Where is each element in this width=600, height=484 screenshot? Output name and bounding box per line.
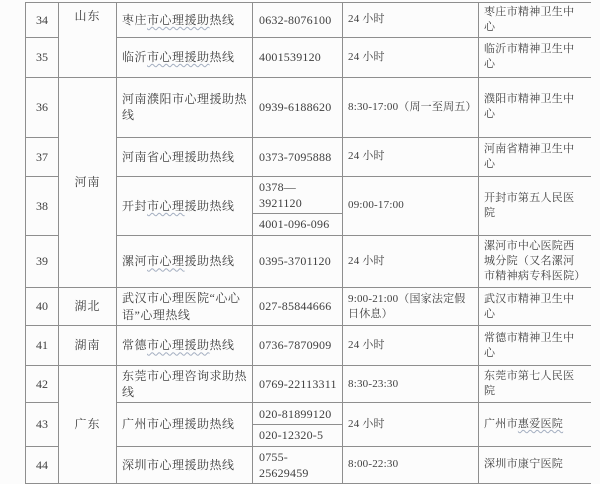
hotline-name-text: 热线 — [209, 338, 235, 353]
misspell-squiggle-text: 惠爱医院 — [517, 418, 564, 431]
misspell-squiggle-text: 市心理援助 — [147, 50, 210, 65]
hotline-name-text: 枣庄 — [122, 12, 148, 27]
misspell-squiggle-text: 市心理 — [147, 254, 185, 269]
hotline-name-cell — [117, 176, 253, 235]
province-cell: 湖北 — [59, 288, 117, 326]
table-row — [26, 326, 591, 366]
hotline-name-text: 援助热线 — [184, 198, 235, 213]
hotline-name-cell — [117, 288, 253, 326]
hours-cell: 8:30-17:00（周一至周五） — [343, 77, 479, 137]
row-number-cell: 35 — [26, 37, 59, 77]
hotline-name-text: 热线 — [209, 12, 235, 27]
hotline-name-text: 深圳市心理援助热线 — [122, 457, 235, 472]
hotline-table-container — [25, 2, 590, 484]
hours-cell: 24 小时 — [343, 137, 479, 176]
organization-cell: 深圳市康宁医院 — [479, 446, 591, 483]
hotline-name-text: 临沂 — [122, 50, 148, 65]
row-number-cell: 41 — [26, 326, 59, 366]
phone-cell: 020-81899120 — [253, 403, 343, 425]
misspell-squiggle-text: 市心理援助 — [147, 338, 210, 353]
misspell-squiggle-text: 市心理援助 — [147, 12, 210, 27]
organization-text: 广州市 — [484, 418, 518, 431]
phone-cell: 0378—3921120 — [253, 176, 343, 213]
phone-cell: 0939-6188620 — [253, 77, 343, 137]
hotline-name-text: 河南濮阳市心理援助热线 — [122, 92, 248, 123]
hotline-name-text: 开封 — [122, 198, 148, 213]
hotline-name-text: 东莞市心理咨询求助热线 — [122, 369, 248, 400]
phone-cell: 0755-25629459 — [253, 446, 343, 483]
table-row — [26, 288, 591, 326]
hotline-name-text: 广州市心理援助热线 — [122, 417, 235, 432]
hotline-name-cell — [117, 366, 253, 403]
row-number-cell: 37 — [26, 137, 59, 176]
organization-cell: 临沂市精神卫生中心 — [479, 37, 591, 77]
hotline-name-cell — [117, 236, 253, 288]
row-number-cell: 38 — [26, 176, 59, 235]
misspell-squiggle-text: 市心理 — [147, 198, 185, 213]
phone-cell: 027-85844666 — [253, 288, 343, 326]
row-number-cell: 39 — [26, 236, 59, 288]
hotline-name-cell — [117, 3, 253, 38]
hotline-name-text: 漯河 — [122, 254, 148, 269]
phone-cell: 0736-7870909 — [253, 326, 343, 366]
hours-cell: 9:00-21:00（国家法定假日休息） — [343, 288, 479, 326]
hotline-name-cell — [117, 446, 253, 483]
province-cell: 湖南 — [59, 326, 117, 366]
hotline-name-text: 常德 — [122, 338, 148, 353]
phone-cell: 4001539120 — [253, 37, 343, 77]
organization-cell: 武汉市精神卫生中心 — [479, 288, 591, 326]
organization-cell — [479, 403, 591, 446]
hotline-name-cell — [117, 37, 253, 77]
organization-cell: 开封市第五人民医院 — [479, 176, 591, 235]
hotline-name-cell — [117, 137, 253, 176]
organization-cell: 河南省精神卫生中心 — [479, 137, 591, 176]
hours-cell: 24 小时 — [343, 3, 479, 38]
province-cell: 山东 — [59, 3, 117, 78]
row-number-cell: 42 — [26, 366, 59, 403]
phone-cell: 0769-22113311 — [253, 366, 343, 403]
organization-cell: 漯河市中心医院西城分院（又名漯河市精神病专科医院） — [479, 236, 591, 288]
organization-cell: 濮阳市精神卫生中心 — [479, 77, 591, 137]
table-row — [26, 3, 591, 38]
row-number-cell: 34 — [26, 3, 59, 38]
hotline-name-text: 河南省心理援助热线 — [122, 149, 235, 164]
hours-cell: 24 小时 — [343, 403, 479, 446]
province-cell: 河南 — [59, 77, 117, 287]
hotline-name-text: 援助热线 — [184, 254, 235, 269]
hotline-table — [25, 2, 591, 484]
hours-cell: 8:00-22:30 — [343, 446, 479, 483]
hours-cell: 8:30-23:30 — [343, 366, 479, 403]
hours-cell: 24 小时 — [343, 37, 479, 77]
hours-cell: 09:00-17:00 — [343, 176, 479, 235]
organization-cell: 枣庄市精神卫生中心 — [479, 3, 591, 38]
table-row — [26, 77, 591, 137]
hotline-name-cell — [117, 403, 253, 446]
row-number-cell: 44 — [26, 446, 59, 483]
hotline-name-text: 武汉市心理医院“心心语”心理热线 — [122, 291, 241, 322]
phone-cell: 4001-096-096 — [253, 214, 343, 236]
row-number-cell: 40 — [26, 288, 59, 326]
organization-cell: 东莞市第七人民医院 — [479, 366, 591, 403]
hours-cell: 24 小时 — [343, 326, 479, 366]
province-cell: 广东 — [59, 366, 117, 484]
row-number-cell: 36 — [26, 77, 59, 137]
hotline-name-cell — [117, 326, 253, 366]
table-row — [26, 366, 591, 403]
row-number-cell: 43 — [26, 403, 59, 446]
phone-cell: 0632-8076100 — [253, 3, 343, 38]
hotline-name-cell — [117, 77, 253, 137]
phone-cell: 020-12320-5 — [253, 425, 343, 446]
organization-cell: 常德市精神卫生中心 — [479, 326, 591, 366]
hours-cell: 24 小时 — [343, 236, 479, 288]
hotline-name-text: 热线 — [209, 50, 235, 65]
phone-cell: 0373-7095888 — [253, 137, 343, 176]
phone-cell: 0395-3701120 — [253, 236, 343, 288]
